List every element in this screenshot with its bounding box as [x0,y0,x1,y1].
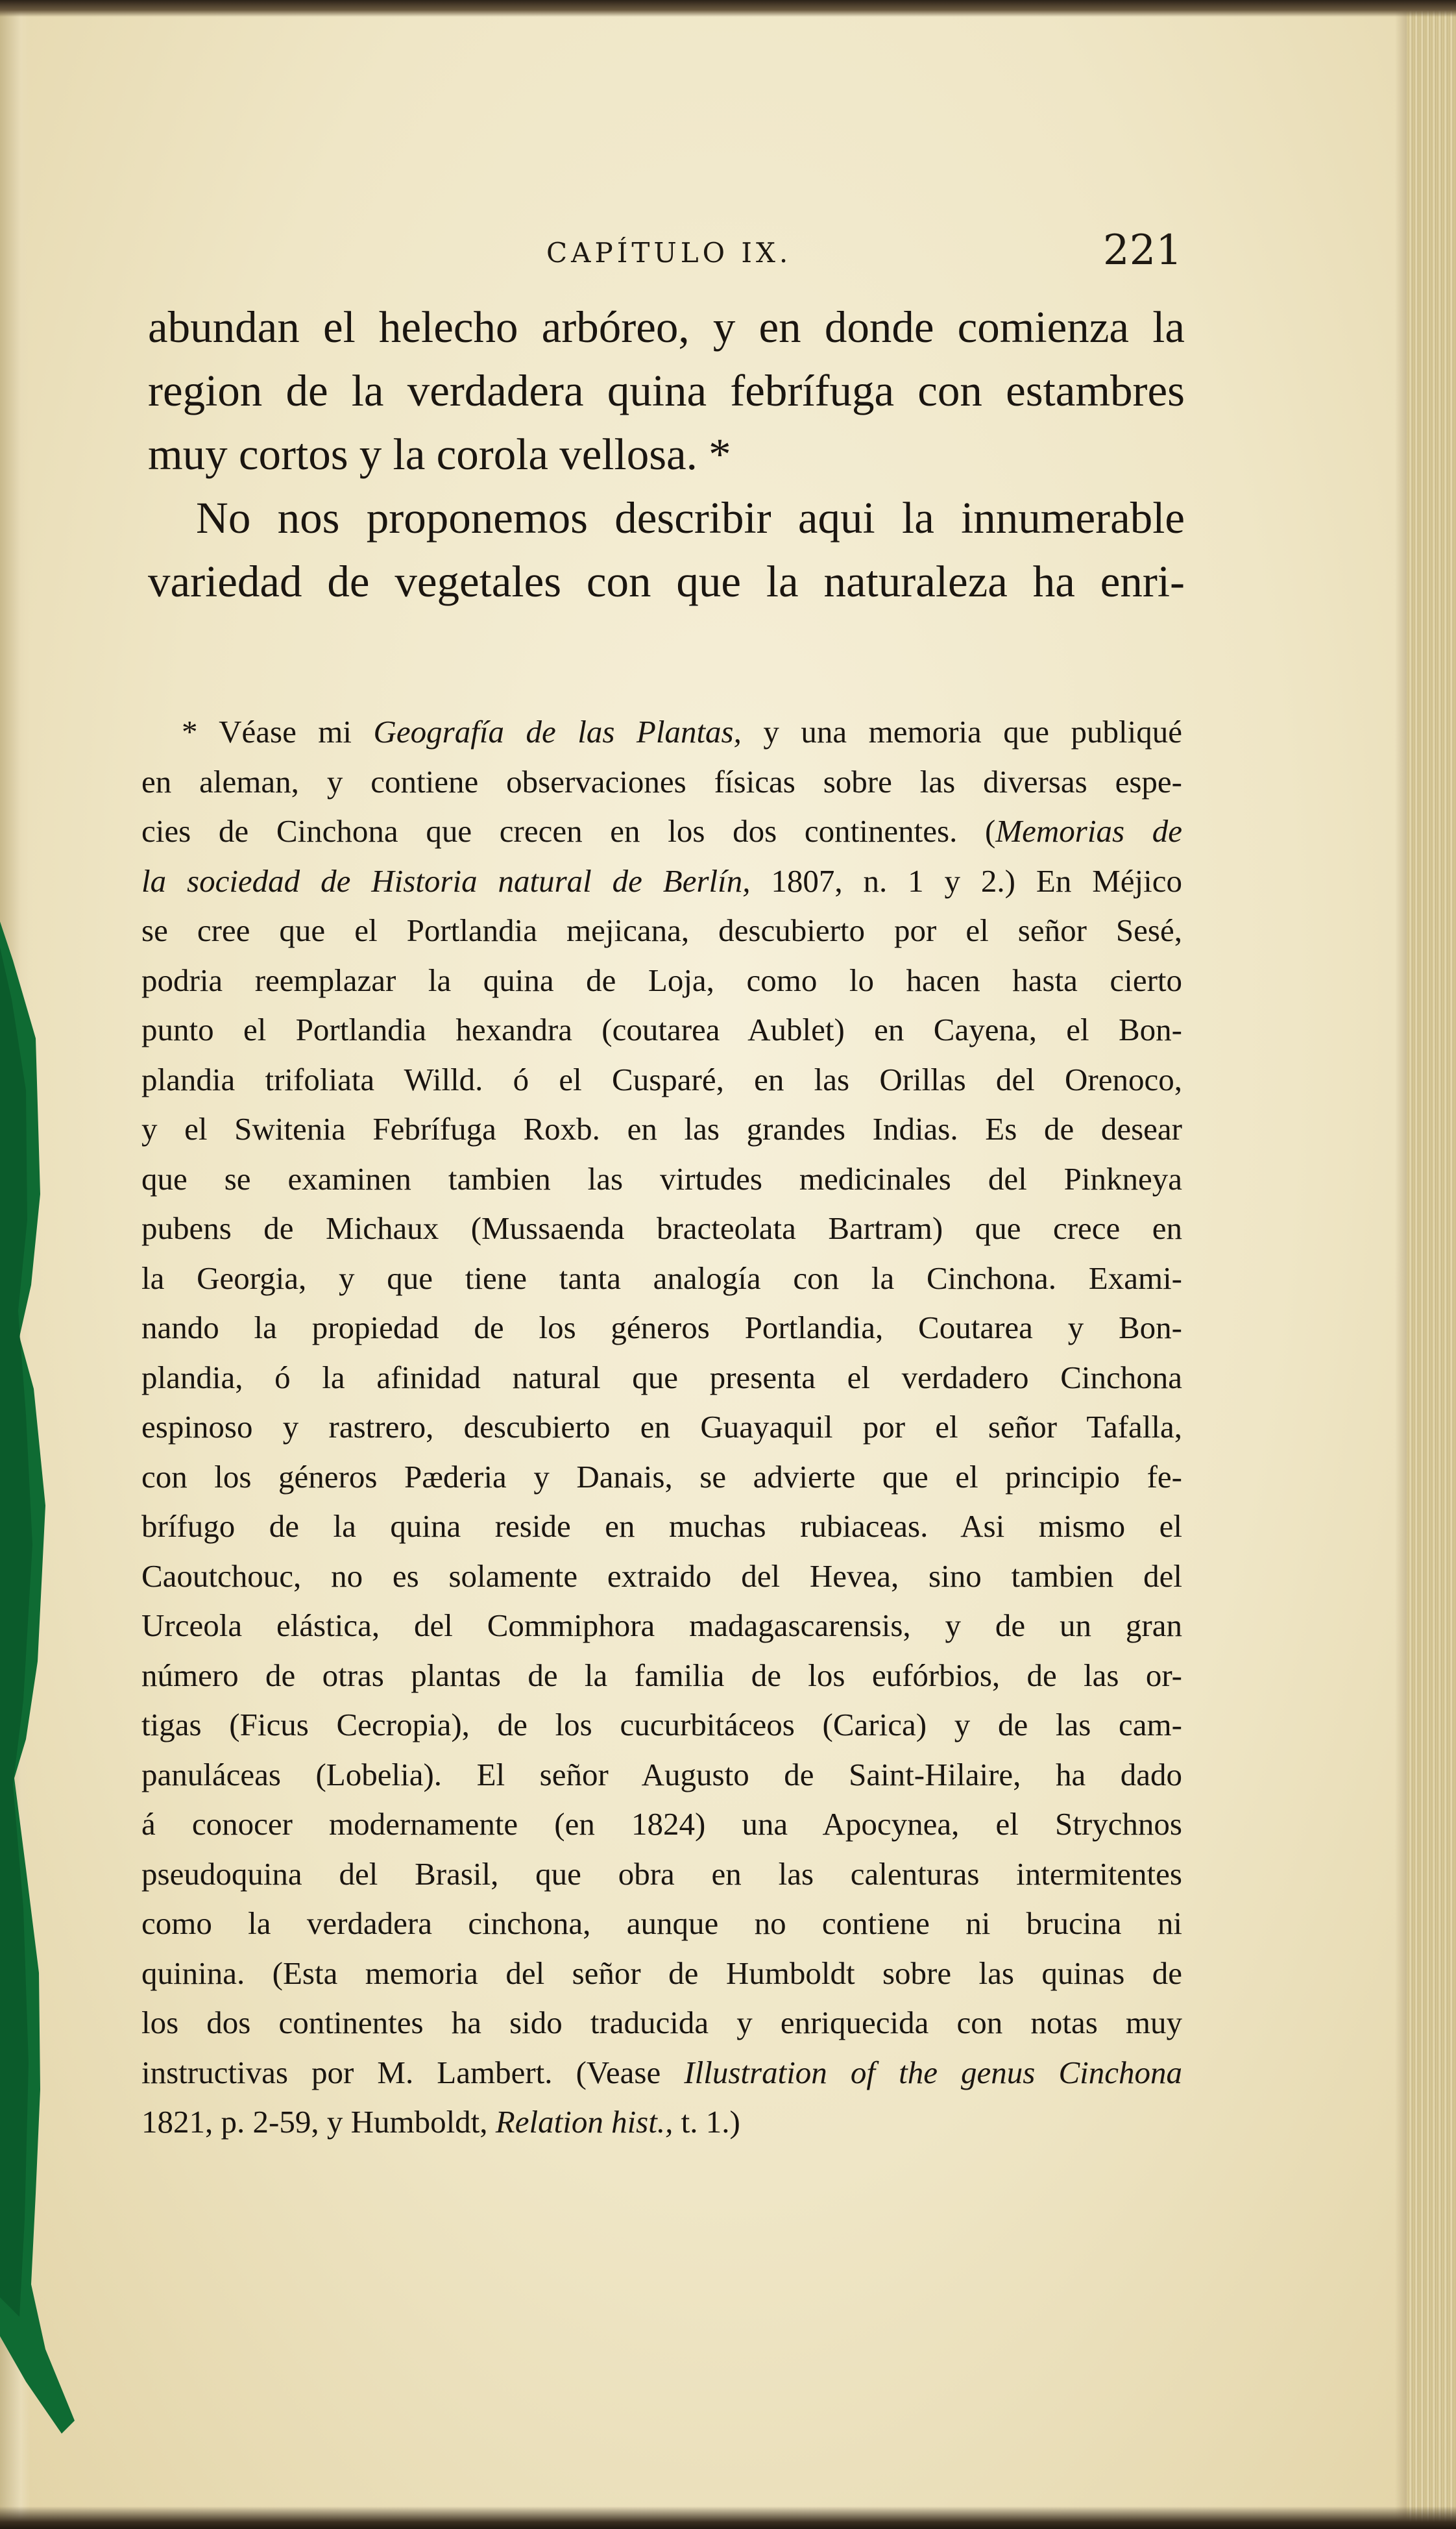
footnote-text: t. 1.) [673,2104,740,2140]
footnote-line: se cree que el Portlandia mejicana, descubierto por el señor Sesé, [141,912,1182,948]
bookmark-ribbon [0,922,84,2434]
footnote-line: pubens de Michaux (Mussaenda bracteolata Bartram) que crece en [141,1210,1182,1246]
text-line: No nos proponemos describir aqui la innumerable [196,493,1185,543]
footnote-line: como la verdadera cinchona, aunque no contiene ni brucina ni [141,1905,1182,1941]
footnote-line: los dos continentes ha sido traducida y enriquecida con notas muy [141,2005,1182,2040]
footnote-line: la Georgia, y que tiene tanta analogía con la Cinchona. Exami- [141,1260,1182,1296]
chapter-title: CAPÍTULO IX. [546,237,792,269]
footnote-line [141,857,1182,907]
footnote-line: punto el Portlandia hexandra (coutarea Aublet) en Cayena, el Bon- [141,1012,1182,1047]
footnote-line: panuláceas (Lobelia). El señor Augusto de Saint-Hilaire, ha dado [141,1756,1182,1792]
text-line: abundan el helecho arbóreo, y en donde comienza la [148,302,1185,352]
footnote-text: y una memoria que publiqué [741,714,1183,750]
footnote-line: nando la propiedad de los géneros Portlandia, Coutarea y Bon- [141,1310,1182,1345]
footnote-line: á conocer modernamente (en 1824) una Apocynea, el Strychnos [141,1806,1182,1842]
footnote-line [141,2048,1182,2098]
footnote-text: 1821, p. 2-59, y Humboldt, [141,2104,496,2140]
footnote-line: plandia trifoliata Willd. ó el Cusparé, en las Orillas del Orenoco, [141,1061,1182,1097]
footnote-line: tigas (Ficus Cecropia), de los cucurbitáceos (Carica) y de las cam- [141,1707,1182,1742]
footnote-title: Illustration of the genus Cinchona [684,2054,1182,2090]
running-header [151,226,1182,282]
page-edges [1407,0,1456,2529]
text-line: region de la verdadera quina febrífuga con estambres [148,366,1185,415]
footnote-title: Relation hist., [495,2104,673,2140]
footnote-line: Urceola elástica, del Commiphora madagascarensis, y de un gran [141,1607,1182,1643]
footnote [141,707,1182,2147]
footnote-line: brífugo de la quina reside en muchas rubiaceas. Asi mismo el [141,1508,1182,1544]
footnote-line [141,807,1182,857]
text-line: muy cortos y la corola vellosa. * [148,430,731,479]
footnote-line: en aleman, y contiene observaciones físicas sobre las diversas espe- [141,763,1182,800]
footnote-line: y el Switenia Febrífuga Roxb. en las grandes Indias. Es de desear [141,1111,1182,1147]
footnote-line: Caoutchouc, no es solamente extraido del Hevea, sino tambien del [141,1558,1182,1594]
footnote-line: quinina. (Esta memoria del señor de Humboldt sobre las quinas de [141,1955,1182,1991]
footnote-line: número de otras plantas de la familia de los eufórbios, de las or- [141,1657,1182,1693]
footnote-line [141,2097,1182,2147]
footnote-line: podria reemplazar la quina de Loja, como lo hacen hasta cierto [141,962,1182,998]
footnote-line: que se examinen tambien las virtudes medicinales del Pinkneya [141,1160,1182,1197]
footnote-line: pseudoquina del Brasil, que obra en las calenturas intermitentes [141,1855,1182,1892]
footnote-line: con los géneros Pæderia y Danais, se advierte que el principio fe- [141,1458,1182,1495]
footnote-title: Geografía de las Plantas, [373,714,742,750]
footnote-line: plandia, ó la afinidad natural que presenta el verdadero Cinchona [141,1359,1182,1395]
footnote-text: * Véase mi [182,714,374,750]
footnote-text: 1807, n. 1 y 2.) En Méjico [750,862,1182,899]
footnote-text: instructivas por M. Lambert. (Vease [141,2054,685,2090]
footnote-title: la sociedad de Historia natural de Berlín, [141,862,751,899]
top-edge [0,0,1456,17]
bottom-edge [0,2506,1456,2529]
main-text [148,295,1185,613]
footnote-line: espinoso y rastrero, descubierto en Guayaquil por el señor Tafalla, [141,1409,1182,1445]
page-number: 221 [1102,226,1182,275]
footnote-title: Memorias de [995,813,1182,849]
text-line: variedad de vegetales con que la naturaleza ha enri- [148,557,1185,606]
footnote-text: cies de Cinchona que crecen en los dos continentes. ( [141,813,996,849]
footnote-line [141,707,1182,757]
